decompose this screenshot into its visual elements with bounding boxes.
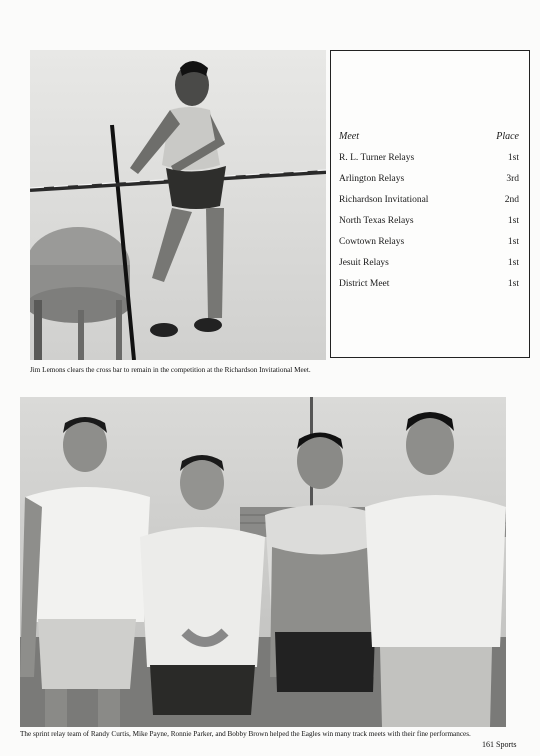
pole-vault-photo xyxy=(30,50,326,360)
results-row xyxy=(339,258,519,268)
meet-name: Cowtown Relays xyxy=(339,237,405,247)
results-row xyxy=(339,174,519,184)
pole-vault-caption: Jim Lemons clears the cross bar to remain in the competition at the Richardson Invitational Meet. xyxy=(30,366,311,374)
place-column-header: Place xyxy=(496,131,519,142)
meet-name: Arlington Relays xyxy=(339,174,405,184)
meet-place: 3rd xyxy=(506,174,519,184)
meet-name: District Meet xyxy=(339,279,390,289)
section-name: Sports xyxy=(496,740,517,749)
meet-place: 1st xyxy=(507,237,519,247)
meet-place: 1st xyxy=(507,279,519,289)
page-footer xyxy=(482,740,516,749)
relay-team-caption: The sprint relay team of Randy Curtis, Mike Payne, Ronnie Parker, and Bobby Brown helped the Eagles win many track meets with their fine performances. xyxy=(20,730,471,738)
meet-results-table xyxy=(330,50,530,358)
meet-place: 1st xyxy=(507,153,519,163)
results-row xyxy=(339,237,519,247)
results-row xyxy=(339,153,519,163)
relay-team-photo xyxy=(20,397,506,727)
meet-place: 1st xyxy=(507,258,519,268)
meet-place: 1st xyxy=(507,216,519,226)
meet-name: R. L. Turner Relays xyxy=(339,153,415,163)
results-header xyxy=(339,131,519,142)
results-row xyxy=(339,279,519,289)
results-row xyxy=(339,216,519,226)
page-number: 161 xyxy=(482,740,494,749)
meet-place: 2nd xyxy=(504,195,519,205)
meet-name: Richardson Invitational xyxy=(339,195,429,205)
meet-column-header: Meet xyxy=(339,131,359,142)
meet-name: North Texas Relays xyxy=(339,216,414,226)
results-row xyxy=(339,195,519,205)
meet-name: Jesuit Relays xyxy=(339,258,389,268)
